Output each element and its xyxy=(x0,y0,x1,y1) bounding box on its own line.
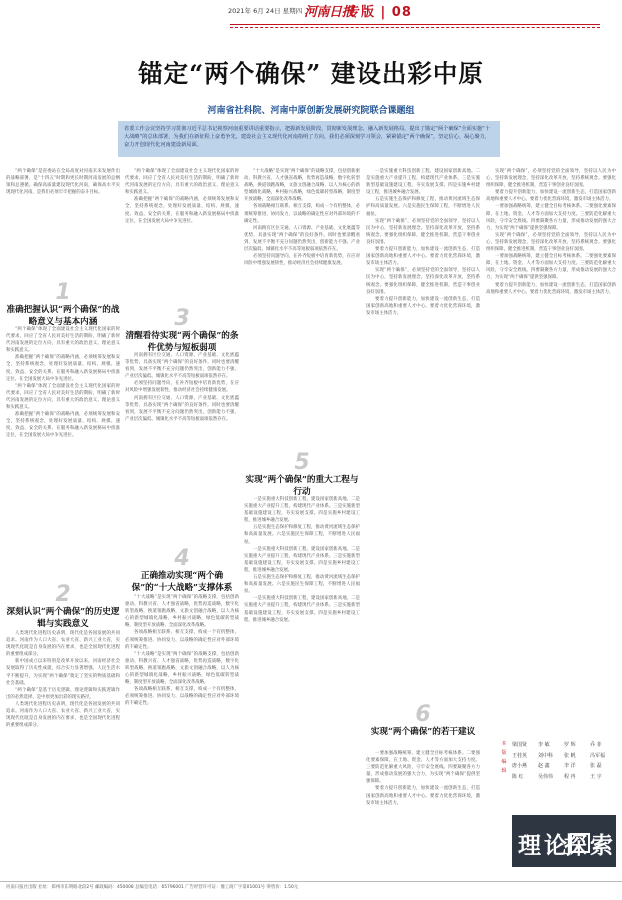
column-1-intro xyxy=(6,168,120,278)
section-title: 正确推动实现“两个确保”的“十大战略”支撑体系 xyxy=(131,571,233,593)
editor-name: 王桂英 xyxy=(512,752,528,759)
editor-name: 乔 菲 xyxy=(590,742,602,748)
paragraph: “两个确保”是基于历史逻辑、理论逻辑和实践逻辑作出的必然选择，是中原更加出彩的现实路径。 xyxy=(6,687,120,700)
paragraph: 一是实施重大科技创新工程，建设国家创新高地。二是实施重大产业提升工程，构建现代产业体系。三是实施新型基础设施建设工程，夯实发展支撑。四是实施乡村建设工程，推进城乡融合发展。 xyxy=(244,546,360,573)
page-title: 锚定“两个确保” 建设出彩中原 xyxy=(138,59,484,88)
editor-row xyxy=(512,751,616,762)
editor-names xyxy=(512,740,616,782)
paragraph: 一是实施重大科技创新工程，建设国家创新高地。二是实施重大产业提升工程，构建现代产业体系。三是实施新型基础设施建设工程，夯实发展支撑。四是实施乡村建设工程，推进城乡融合发展。 xyxy=(244,596,360,623)
paragraph: 一是实施重大科技创新工程，建设国家创新高地。二是实施重大产业提升工程，构建现代产业体系。三是实施新型基础设施建设工程，夯实发展支撑。四是实施乡村建设工程，推进城乡融合发展。 xyxy=(366,169,480,196)
editors-label: 本版编辑 xyxy=(501,741,507,774)
paragraph: 人类现代化进程历史表明，现代化是各国发展的共同追求。河南作为人口大省、农业大省、新兴工业大省，实现现代化既是自身发展的内在要求，也是全国现代化进程的重要组成部分。 xyxy=(6,701,120,729)
abstract-text: 省委工作会议坚持学习贯彻习近平总书记视察河南重要讲话重要指示，把握新发展阶段、贯彻新发展理念、融入新发展格局，提出了锚定“两个确保”全面实施“十大战略”的总体部署，为我们在新征程上奋勇争先、建设社会主义现代化河南指明了方向。我们必须深刻学习领会，紧紧锚定“两个确保”，坚定信心、凝心聚力，奋力开创现代化河南建设新局面。 xyxy=(124,126,491,148)
section-number: 6 xyxy=(415,702,431,727)
section-title: 清醒看待实现“两个确保”的条件优势与短板弱项 xyxy=(125,331,239,353)
badge-word-2: 探索 xyxy=(564,832,616,859)
paragraph: 各项战略相互联系、相互支撑，构成一个有机整体，必须统筹推进、协同发力，以战略的确定性应对外部环境的不确定性。 xyxy=(125,630,239,650)
editor-name: 梁国贤 xyxy=(512,742,528,748)
paragraph: 实现“两个确保”，必须坚持党的全面领导，坚持以人民为中心，坚持新发展理念，坚持深化改革开放，坚持系统观念。要强化组织保障，健全推进机制，营造干事创业良好氛围。 xyxy=(486,169,616,189)
paragraph: 准确把握“两个确保”的战略内涵，必须统筹发展和安全，坚持系统观念，处理好发展质量、结构、规模、速度、效益、安全的关系，在服务和融入新发展格局中找准定位，在全国发展大局中争先进位。 xyxy=(125,197,239,224)
paragraph: 一要加强战略统筹，建立健全目标考核体系。二要强化要素保障，在土地、资金、人才等方面加大支持力度。三要防范化解重大风险，守牢安全底线。四要凝聚各方力量，形成推动发展的强大合力，为实现“两个确保”提供坚强保障。 xyxy=(486,204,616,231)
editor-name: 吴伟伟 xyxy=(538,773,554,780)
column-3-top xyxy=(244,168,360,450)
editor-name: 张 帆 xyxy=(564,752,576,759)
column-2-body xyxy=(125,352,239,548)
paragraph: 准确把握“两个确保”的战略内涵，必须统筹发展和安全，坚持系统观念，处理好发展质量、结构、规模、速度、效益、安全的关系，在服务和融入新发展格局中找准定位，在全国发展大局中争先进位。 xyxy=(6,412,120,439)
editor-name: 刘中科 xyxy=(538,752,554,759)
paragraph: “两个确保”体现了全面建设社会主义现代化国家的时代要求，回应了全省人民对美好生活的期盼，明确了新时代河南发展的定位方向，具有重大的政治意义、理论意义和实践意义。 xyxy=(125,169,239,196)
editor-row xyxy=(512,772,616,783)
header-rule xyxy=(230,24,600,25)
editor-name: 张 磊 xyxy=(590,763,602,769)
editor-name: 冯军福 xyxy=(590,752,606,759)
column-5-body xyxy=(486,168,616,734)
paragraph: 五是实施生态保护和修复工程，推动黄河流域生态保护和高质量发展。六是实施民生保障工程，不断增进人民福祉。 xyxy=(244,575,360,595)
header-dashed-rule xyxy=(230,27,600,28)
section-heading-2 xyxy=(6,584,120,630)
section-number: 2 xyxy=(55,582,71,607)
editor-name: 陈 红 xyxy=(512,773,524,780)
paragraph: 要着力提升创新能力，加快建设一流创新生态，打造国家创新高地和重要人才中心。要着力优化营商环境，激发市场主体活力。 xyxy=(366,247,480,267)
paragraph: 一是实施重大科技创新工程，建设国家创新高地。二是实施重大产业提升工程，构建现代产业体系。三是实施新型基础设施建设工程，夯实发展支撑。四是实施乡村建设工程，推进城乡融合发展。 xyxy=(244,497,360,524)
paragraph: 实现“两个确保”，必须坚持党的全面领导，坚持以人民为中心，坚持新发展理念，坚持深化改革开放，坚持系统观念。要强化组织保障，健全推进机制，营造干事创业良好氛围。 xyxy=(366,218,480,245)
page-footer xyxy=(0,881,622,897)
byline: 河南省社科院、河南中原创新发展研究院联合课题组 xyxy=(207,106,415,116)
paragraph: 准确把握“两个确保”的战略内涵，必须统筹发展和安全，坚持系统观念，处理好发展质量、结构、规模、速度、效益、安全的关系，在服务和融入新发展格局中找准定位，在全国发展大局中争先进位。 xyxy=(6,355,120,382)
paragraph: 要着力提升创新能力，加快建设一流创新生态，打造国家创新高地和重要人才中心。要着力优化营商环境，激发市场主体活力。 xyxy=(486,282,616,295)
column-1-body-lower xyxy=(6,630,120,876)
abstract-box xyxy=(118,121,500,157)
section-number: 5 xyxy=(294,450,310,475)
editors-list xyxy=(501,740,616,782)
column-1-body xyxy=(6,326,120,578)
paragraph: “两个确保”体现了全面建设社会主义现代化国家的时代要求，回应了全省人民对美好生活的期盼，明确了新时代河南发展的定位方向，具有重大的政治意义、理论意义和实践意义。 xyxy=(6,383,120,411)
paragraph: 各项战略相互联系、相互支撑，构成一个有机整体，必须统筹推进、协同发力，以战略的确定性应对外部环境的不确定性。 xyxy=(125,687,239,707)
section-number: 1 xyxy=(55,280,71,305)
paragraph: 必须坚持问题导向，在补齐短板中培育新优势，在应对风险中增强发展韧性，推动经济社会持续健康发展。 xyxy=(244,254,360,267)
editor-name: 罗 辉 xyxy=(564,742,576,748)
section-title: 深刻认识“两个确保”的历史逻辑与实践意义 xyxy=(6,607,120,629)
paragraph: 要着力提升创新能力，加快建设一流创新生态，打造国家创新高地和重要人才中心。要着力优化营商环境，激发市场主体活力。 xyxy=(366,786,480,806)
paragraph: 一要加强战略统筹，建立健全目标考核体系。二要强化要素保障，在土地、资金、人才等方面加大支持力度。三要防范化解重大风险，守牢安全底线。四要凝聚各方力量，形成推动发展的强大合力，为实现“两个确保”提供坚强保障。 xyxy=(486,254,616,281)
editor-name: 李 敏 xyxy=(538,742,550,748)
footer-text: 河南日报社出版 社址：郑州市东明路北段2号 邮政编码：450008 总编室电话：65796001 广告经营许可证：豫工商广字第01001号 零售价：1.50元 xyxy=(6,885,299,890)
paragraph: 河南拥有区位交通、人口资源、产业基础、文化底蕴等优势，具备实现“两个确保”的良好条件。同时也要清醒看到，发展不平衡不充分问题仍然突出，创新能力不强、产业层次偏低、城镇化水平不高等短板弱项依然存在。 xyxy=(244,225,360,253)
editor-name: 李 洋 xyxy=(564,763,576,769)
section-heading-3 xyxy=(125,308,239,354)
column-2-body-lower xyxy=(125,594,239,876)
newspaper-logo: 河南日报 xyxy=(304,5,355,20)
section-title: 准确把握认识“两个确保”的战略意义与基本内涵 xyxy=(6,305,120,327)
editor-name: 唐小燕 xyxy=(512,763,528,769)
section-title: 实现“两个确保”的重大工程与行动 xyxy=(245,475,359,497)
section-heading-1 xyxy=(6,282,120,328)
section-number: 4 xyxy=(174,546,190,571)
paragraph: 五是实施生态保护和修复工程，推动黄河流域生态保护和高质量发展。六是实施民生保障工程，不断增进人民福祉。 xyxy=(366,197,480,217)
section-number: 3 xyxy=(174,306,190,331)
editor-name: 赵 鑫 xyxy=(538,763,550,769)
section-heading-4 xyxy=(125,548,239,594)
paragraph: 五是实施生态保护和修复工程，推动黄河流域生态保护和高质量发展。六是实施民生保障工程，不断增进人民福祉。 xyxy=(244,525,360,545)
paragraph: 实现“两个确保”，必须坚持党的全面领导，坚持以人民为中心，坚持新发展理念，坚持深化改革开放，坚持系统观念。要强化组织保障，健全推进机制，营造干事创业良好氛围。 xyxy=(486,232,616,253)
editor-name: 程 冉 xyxy=(564,773,576,780)
paragraph: “两个确保”体现了全面建设社会主义现代化国家的时代要求，回应了全省人民对美好生活的期盼，明确了新时代河南发展的定位方向，具有重大的政治意义、理论意义和实践意义。 xyxy=(6,327,120,354)
section-heading-5 xyxy=(244,452,360,498)
paragraph: “十大战略”是实现“两个确保”的战略支撑，包括创新驱动、科教兴省、人才强省战略，优势再造战略，数字化转型战略，换道领跑战略，文旅文创融合战略，以人为核心的新型城镇化战略，乡村振兴战略，绿色低碳转型战略，制度型开放战略，全面深化改革战略。 xyxy=(125,651,239,686)
editor-row xyxy=(512,740,616,751)
paragraph: 要着力提升创新能力，加快建设一流创新生态，打造国家创新高地和重要人才中心。要着力优化营商环境，激发市场主体活力。 xyxy=(366,296,480,316)
issue-date: 2021年 6月 24日 星期四 xyxy=(228,7,303,15)
paragraph: 一要加强战略统筹，建立健全目标考核体系。二要强化要素保障，在土地、资金、人才等方面加大支持力度。三要防范化解重大风险，守牢安全底线。四要凝聚各方力量，形成推动发展的强大合力，为实现“两个确保”提供坚强保障。 xyxy=(366,751,480,785)
column-badge xyxy=(512,815,616,867)
column-3-body xyxy=(244,496,360,876)
column-2-top xyxy=(125,168,239,308)
page-header xyxy=(0,0,622,30)
paragraph: 必须坚持问题导向，在补齐短板中培育新优势，在应对风险中增强发展韧性，推动经济社会持续健康发展。 xyxy=(125,381,239,394)
column-4-body xyxy=(366,750,480,876)
column-label: 专版 | 08 xyxy=(347,5,412,20)
paragraph: 河南拥有区位交通、人口资源、产业基础、文化底蕴等优势，具备实现“两个确保”的良好条件。同时也要清醒看到，发展不平衡不充分问题仍然突出，创新能力不强、产业层次偏低、城镇化水平不高等短板弱项依然存在。 xyxy=(125,395,239,422)
badge-word-1: 理论 xyxy=(518,832,570,859)
paragraph: 实现“两个确保”，必须坚持党的全面领导，坚持以人民为中心，坚持新发展理念，坚持深化改革开放，坚持系统观念。要强化组织保障，健全推进机制，营造干事创业良好氛围。 xyxy=(366,268,480,295)
section-title: 实现“两个确保”的若干建议 xyxy=(370,727,476,737)
section-heading-6 xyxy=(366,704,480,738)
paragraph: 人类现代化进程历史表明，现代化是各国发展的共同追求。河南作为人口大省、农业大省、新兴工业大省，实现现代化既是自身发展的内在要求，也是全国现代化进程的重要组成部分。 xyxy=(6,631,120,658)
paragraph: “两个确保”是省委站在全局高度对河南未来发展作出的战略部署，是“十四五”时期和更长时期河南发展的总纲领和总遵循。确保高质量建设现代化河南，确保高水平实现现代化河南，是我们必须牢牢把握的奋斗目标。 xyxy=(6,169,120,196)
paragraph: 要着力提升创新能力，加快建设一流创新生态，打造国家创新高地和重要人才中心。要着力优化营商环境，激发市场主体活力。 xyxy=(486,190,616,203)
paragraph: 各项战略相互联系、相互支撑，构成一个有机整体，必须统筹推进、协同发力，以战略的确定性应对外部环境的不确定性。 xyxy=(244,204,360,224)
editor-row xyxy=(512,761,616,772)
paragraph: 河南拥有区位交通、人口资源、产业基础、文化底蕴等优势，具备实现“两个确保”的良好条件。同时也要清醒看到，发展不平衡不充分问题仍然突出，创新能力不强、产业层次偏低、城镇化水平不高等短板弱项依然存在。 xyxy=(125,353,239,380)
paragraph: “十大战略”是实现“两个确保”的战略支撑，包括创新驱动、科教兴省、人才强省战略，优势再造战略，数字化转型战略，换道领跑战略，文旅文创融合战略，以人为核心的新型城镇化战略，乡村振兴战略，绿色低碳转型战略，制度型开放战略，全面深化改革战略。 xyxy=(125,595,239,629)
paragraph: “十大战略”是实现“两个确保”的战略支撑，包括创新驱动、科教兴省、人才强省战略，优势再造战略，数字化转型战略，换道领跑战略，文旅文创融合战略，以人为核心的新型城镇化战略，乡村振兴战略，绿色低碳转型战略，制度型开放战略，全面深化改革战略。 xyxy=(244,169,360,203)
column-4-top xyxy=(366,168,480,702)
editor-name: 王 宇 xyxy=(590,773,602,780)
paragraph: 新中国成立以来特别是改革开放以来，河南经济社会发展取得了历史性成就，综合实力显著增强，人民生活水平不断提升，为实现“两个确保”奠定了坚实的物质基础和社会基础。 xyxy=(6,659,120,686)
